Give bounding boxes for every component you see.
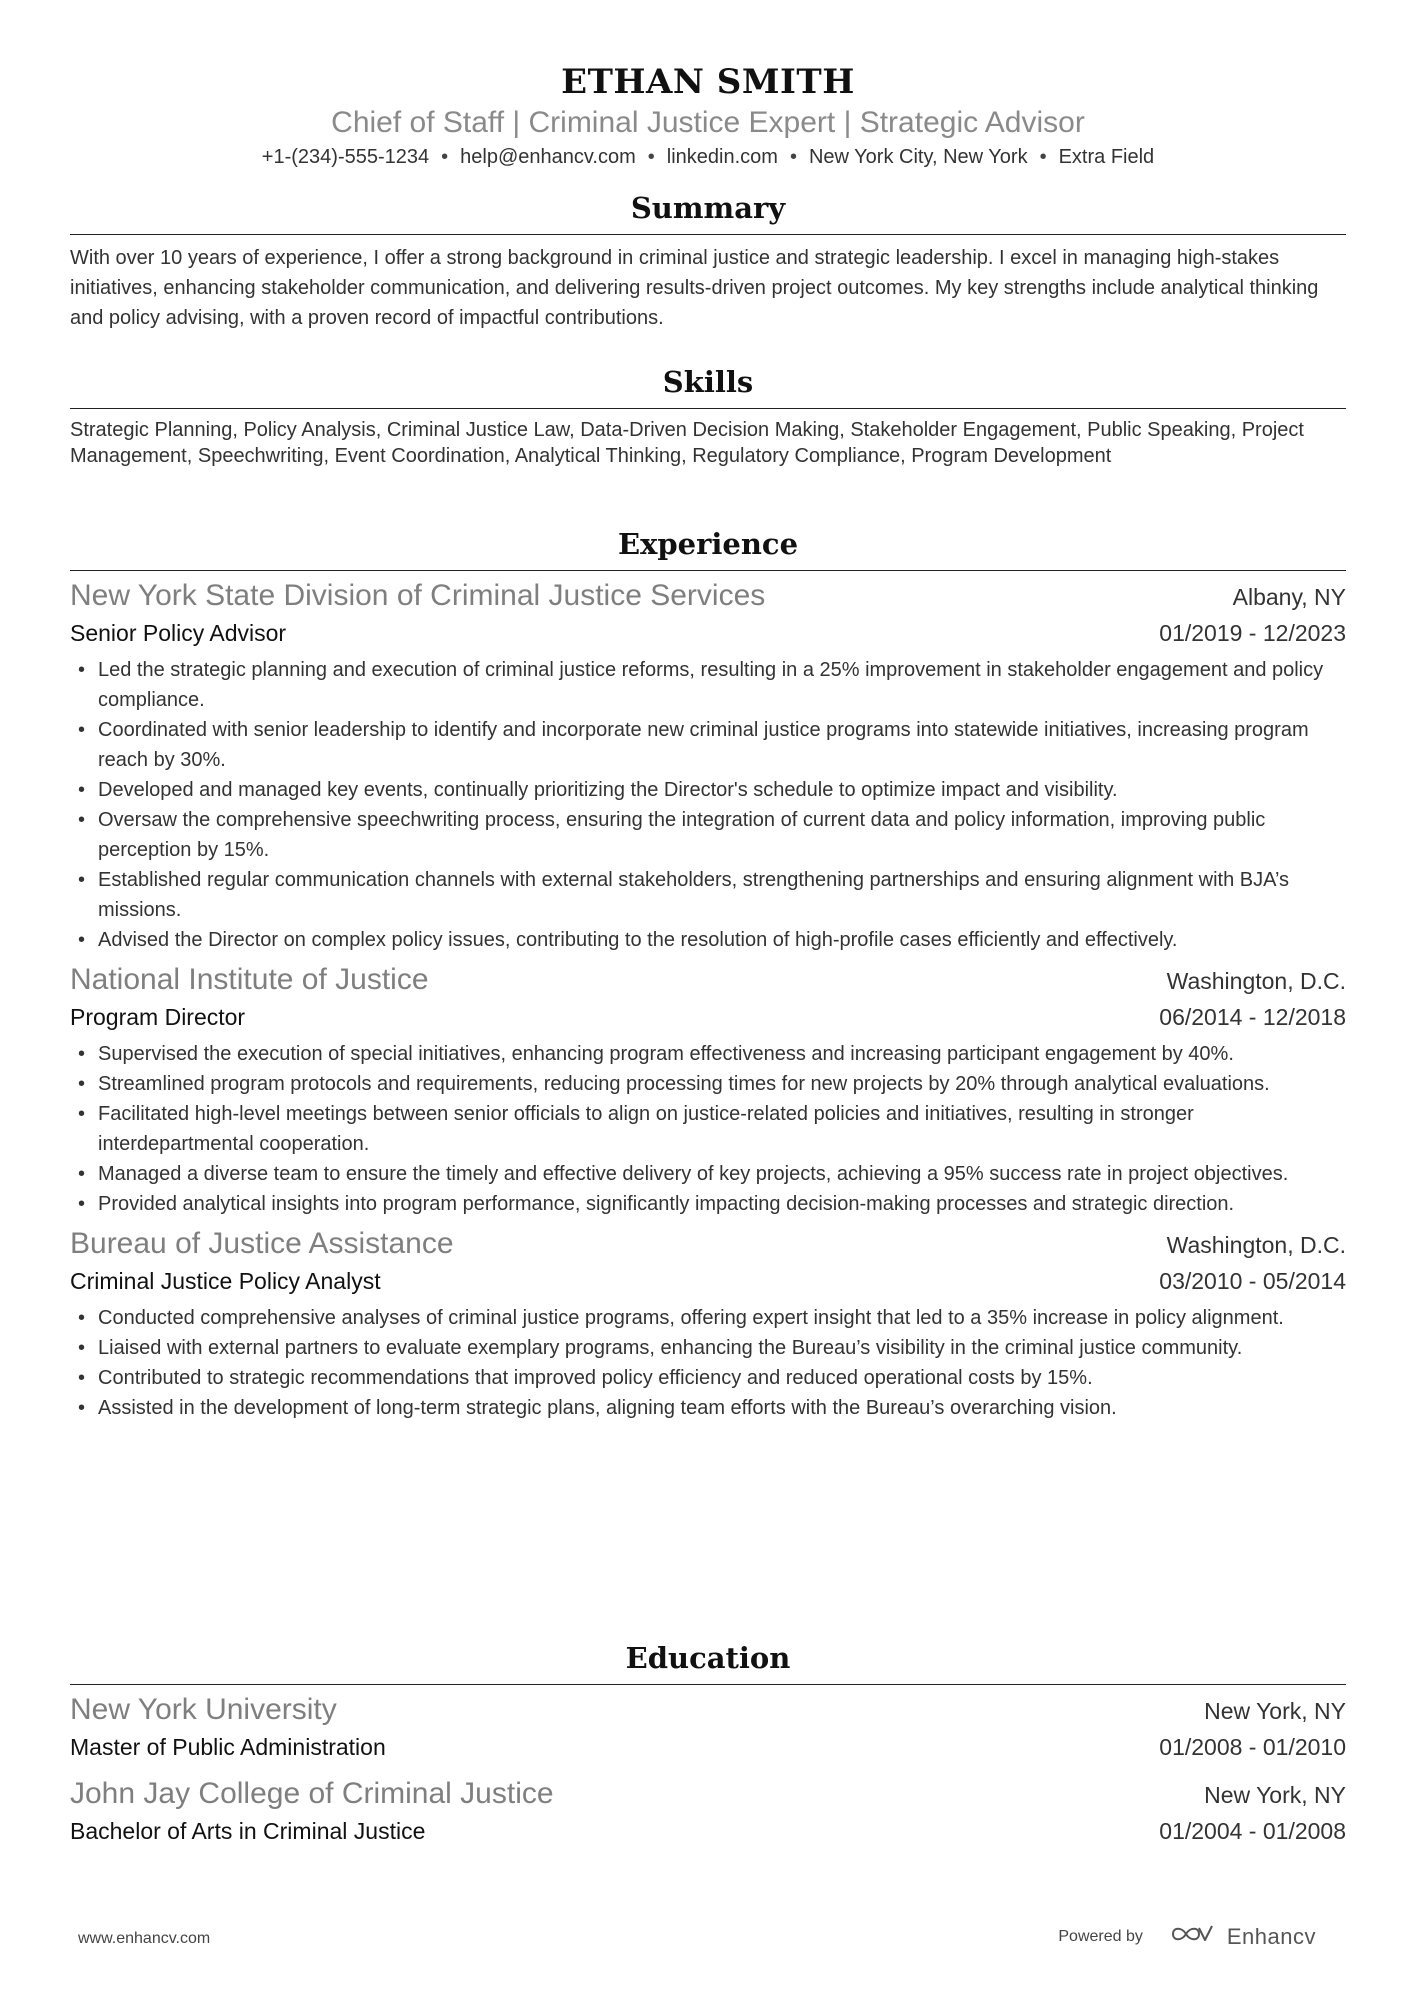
experience-org: Bureau of Justice Assistance (70, 1227, 454, 1260)
enhancv-logo-icon (1169, 1922, 1215, 1951)
experience-bullets (70, 655, 1346, 955)
bullet-item: • Facilitated high-level meetings between senior officials to align on justice-related policies and initiatives, resulting in stronger interdepartmental cooperation. (70, 1099, 1346, 1159)
experience-location: Washington, D.C. (1166, 968, 1346, 994)
bullet-item: • Oversaw the comprehensive speechwriting process, ensuring the integration of current data and policy information, improving public perception by 15%. (70, 805, 1346, 865)
section-title-education: Education (70, 1640, 1346, 1685)
entry-header-row (70, 1691, 1346, 1729)
experience-org: New York State Division of Criminal Justice Services (70, 579, 766, 612)
bullet-item: • Developed and managed key events, continually prioritizing the Director's schedule to optimize impact and visibility. (70, 775, 1346, 805)
contact-separator: • (647, 146, 655, 168)
experience-entry (70, 577, 1346, 955)
enhancv-brand: Enhancv (1226, 1923, 1316, 1949)
education-dates: 01/2008 - 01/2010 (1159, 1734, 1346, 1760)
bullet-item: • Led the strategic planning and execution of criminal justice reforms, resulting in a 25% improvement in stakeholder engagement and policy compliance. (70, 655, 1346, 715)
education-section (70, 1640, 1346, 1849)
contact-location: New York City, New York (808, 146, 1028, 168)
entry-role-row (70, 1263, 1346, 1299)
experience-bullets (70, 1039, 1346, 1219)
experience-bullets (70, 1303, 1346, 1423)
footer-powered-by (1058, 1922, 1316, 1951)
experience-role: Program Director (70, 1004, 246, 1030)
experience-org: National Institute of Justice (70, 963, 429, 996)
experience-role: Criminal Justice Policy Analyst (70, 1268, 381, 1294)
education-entry (70, 1691, 1346, 1765)
education-school: New York University (70, 1693, 337, 1726)
bullet-item: • Established regular communication channels with external stakeholders, strengthening partnerships and ensuring alignment with BJA’s missions. (70, 865, 1346, 925)
experience-dates: 01/2019 - 12/2023 (1159, 620, 1346, 646)
entry-role-row (70, 1813, 1346, 1849)
skills-section (70, 364, 1346, 469)
experience-section (70, 526, 1346, 1423)
bullet-item: • Supervised the execution of special initiatives, enhancing program effectiveness and increasing participant engagement by 40%. (70, 1039, 1346, 1069)
powered-by-label: Powered by (1058, 1927, 1143, 1945)
entry-role-row (70, 1729, 1346, 1765)
entry-header-row (70, 577, 1346, 615)
entry-role-row (70, 615, 1346, 651)
contact-separator: • (441, 146, 449, 168)
education-location: New York, NY (1204, 1782, 1346, 1808)
bullet-item: • Managed a diverse team to ensure the timely and effective delivery of key projects, achieving a 95% success rate in project objectives. (70, 1159, 1346, 1189)
education-entry (70, 1775, 1346, 1849)
section-title-experience: Experience (70, 526, 1346, 571)
skills-text: Strategic Planning, Policy Analysis, Criminal Justice Law, Data-Driven Decision Making, Stakeholder Engagement, Public Speaking, Project Management, Speechwriting, Event Coordination, Analytical Thinking, Regulatory Compliance, Program Development (70, 419, 1304, 467)
education-degree: Bachelor of Arts in Criminal Justice (70, 1818, 426, 1844)
contact-separator: • (789, 146, 797, 168)
summary-section (70, 190, 1346, 333)
summary-text: With over 10 years of experience, I offer a strong background in criminal justice and strategic leadership. I excel in managing high-stakes initiatives, enhancing stakeholder communication, and delivering results-driven project outcomes. My key strengths include analytical thinking and policy advising, with a proven record of impactful contributions. (70, 247, 1319, 329)
bullet-item: • Liaised with external partners to evaluate exemplary programs, enhancing the Bureau’s visibility in the criminal justice community. (70, 1333, 1346, 1363)
footer-website[interactable]: www.enhancv.com (78, 1930, 211, 1947)
education-location: New York, NY (1204, 1698, 1346, 1724)
bullet-item: • Provided analytical insights into program performance, significantly impacting decision-making processes and strategic direction. (70, 1189, 1346, 1219)
bullet-item: • Advised the Director on complex policy issues, contributing to the resolution of high-profile cases efficiently and effectively. (70, 925, 1346, 955)
contact-linkedin: linkedin.com (666, 146, 778, 168)
contact-line (70, 146, 1346, 169)
bullet-item: • Assisted in the development of long-term strategic plans, aligning team efforts with the Bureau’s overarching vision. (70, 1393, 1346, 1423)
experience-dates: 03/2010 - 05/2014 (1159, 1268, 1346, 1294)
contact-separator: • (1039, 146, 1047, 168)
experience-location: Washington, D.C. (1166, 1232, 1346, 1258)
experience-entry (70, 1225, 1346, 1423)
experience-entry (70, 961, 1346, 1219)
section-title-summary: Summary (70, 190, 1346, 235)
experience-dates: 06/2014 - 12/2018 (1159, 1004, 1346, 1030)
candidate-name: ETHAN SMITH (561, 62, 855, 102)
entry-header-row (70, 1225, 1346, 1263)
contact-extra: Extra Field (1058, 146, 1155, 168)
candidate-headline: Chief of Staff | Criminal Justice Expert | Strategic Advisor (331, 106, 1085, 139)
education-school: John Jay College of Criminal Justice (70, 1777, 554, 1810)
section-title-skills: Skills (70, 364, 1346, 409)
entry-role-row (70, 999, 1346, 1035)
education-dates: 01/2004 - 01/2008 (1159, 1818, 1346, 1844)
bullet-item: • Coordinated with senior leadership to identify and incorporate new criminal justice programs into statewide initiatives, increasing program reach by 30%. (70, 715, 1346, 775)
contact-phone: +1-(234)-555-1234 (261, 146, 430, 168)
experience-location: Albany, NY (1232, 584, 1346, 610)
entry-header-row (70, 1775, 1346, 1813)
experience-role: Senior Policy Advisor (70, 620, 287, 646)
education-degree: Master of Public Administration (70, 1734, 386, 1760)
entry-header-row (70, 961, 1346, 999)
contact-email: help@enhancv.com (460, 146, 636, 168)
bullet-item: • Contributed to strategic recommendations that improved policy efficiency and reduced operational costs by 15%. (70, 1363, 1346, 1393)
bullet-item: • Conducted comprehensive analyses of criminal justice programs, offering expert insight that led to a 35% increase in policy alignment. (70, 1303, 1346, 1333)
bullet-item: • Streamlined program protocols and requirements, reducing processing times for new projects by 20% through analytical evaluations. (70, 1069, 1346, 1099)
